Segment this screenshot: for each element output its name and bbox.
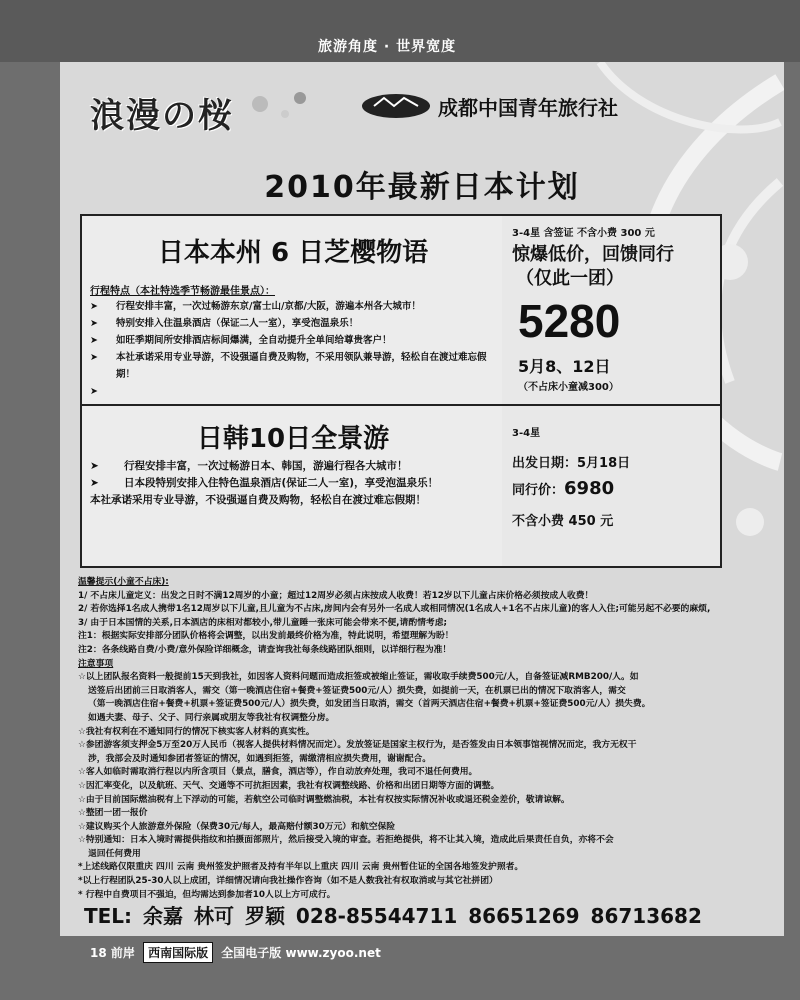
arrow-icon: ➤ — [90, 460, 99, 472]
guide-promise: 本社承诺采用专业导游，不设强逼自费及购物，轻松自在渡过难忘假期！ — [90, 494, 426, 506]
note-line: （第一晚酒店住宿+餐费+机票+签证费500元/人）损失费，如发团当日取消，需交（首两天酒店住宿+餐费+机票+签证费500元/人）损失费。 — [88, 699, 651, 710]
arrow-icon: ➤ — [90, 386, 98, 397]
features-header: 行程特点（本社特选季节畅游最佳景点）： — [90, 286, 275, 297]
list-item: ➤ 特别安排入住温泉酒店（保证二人一室），享受泡温泉乐！ — [90, 315, 494, 332]
edition-brand: 西南国际版 — [143, 942, 213, 963]
agency-name: 成都中国青年旅行社 — [438, 96, 618, 120]
note-line: ☆我社有权利在不通知同行的情况下核实客人材料的真实性。 — [78, 726, 315, 737]
note-line: ☆参团游客须支押金5万至20万人民币（视客人提供材料情况而定）。发放签证是国家主权行为，是否签发由日本领事馆视情况而定，我方无权干 — [78, 740, 637, 751]
national-edition: 全国电子版 — [221, 946, 282, 960]
feature-list — [90, 458, 494, 492]
note-line: 3/ 由于日本国情的关系,日本酒店的床相对都较小,带儿童睡一张床可能会带来不便,请酌情考虑; — [78, 617, 448, 628]
hotel-stars: 3-4星 — [512, 428, 541, 439]
departure-dates: 5月8、12日 — [518, 357, 611, 376]
list-item: ➤ 日本段特别安排入住特色温泉酒店(保证二人一室)，享受泡温泉乐！ — [90, 475, 494, 492]
note-line: 注2：各条线路自费/小费/意外保险详细概念，请查询我社每条线路团队细则，以详细行程为准！ — [78, 644, 452, 655]
peer-price: 同行价：6980 — [512, 478, 615, 499]
tel-label: TEL: — [84, 904, 133, 928]
note-line: 1/ 不占床儿童定义：出发之日时不满12周岁的小童；超过12周岁必须占床按成人收费！若12岁以下儿童占床价格必须按成人收费！ — [78, 590, 594, 601]
list-item: ➤ 行程安排丰富，一次过畅游日本、韩国，游遍行程各大城市！ — [90, 458, 494, 475]
top-banner — [0, 0, 800, 62]
sakura-flower-icon — [240, 84, 320, 124]
tour-japan-korea-panel — [80, 404, 506, 568]
sakura-logo — [90, 82, 320, 136]
phone-numbers[interactable]: 028-85544711 86651269 86713682 — [295, 904, 702, 928]
page-headline: 2010年最新日本计划 — [264, 170, 580, 205]
arrow-icon: ➤ — [90, 335, 98, 346]
tour-honshu-panel — [80, 214, 506, 406]
list-item: ➤ 如旺季期间所安排酒店标间爆满，全自动提升全单间给尊贵客户！ — [90, 332, 494, 349]
tour-title: 日本本州 6 日芝樱物语 — [157, 238, 429, 268]
contact-people: 余嘉 林可 罗颖 — [143, 904, 285, 928]
note-line: 温馨提示(小童不占床): — [78, 577, 169, 587]
price-amount: 5280 — [518, 295, 621, 347]
tip-note: 不含小费 450 元 — [512, 514, 614, 529]
note-line: ☆由于目前国际燃油税有上下浮动的可能，若航空公司临时调整燃油税，本社有权按实际情况补收或退还税金差价，敬请谅解。 — [78, 794, 570, 805]
note-line: ☆特别通知：日本入境时需提供指纹和拍摄面部照片，然后接受入境的审查。若拒绝提供，将不让其入境，造成此后果责任自负，亦将不会 — [78, 835, 614, 846]
note-line: *上述线路仅限重庆 四川 云南 贵州签发护照者及持有半年以上重庆 四川 云南 贵州暂住证的全国各地签发护照者。 — [78, 862, 524, 873]
page-number: 18 — [90, 945, 107, 960]
child-discount-note: （不占床小童减300） — [518, 382, 619, 393]
tour-japan-korea-price — [502, 404, 722, 568]
note-line: 2/ 若你选择1名成人携带1名12周岁以下儿童,且儿童为不占床,房间内会有另外一名成人或相同情况(1名成人+1名不占床儿童)的客人入住;可能另起不必要的麻烦, — [78, 604, 711, 615]
feature-list — [90, 298, 494, 397]
note-line: ☆整团一团一报价 — [78, 808, 148, 819]
edition-word: 前岸 — [110, 946, 135, 960]
note-line: ☆因汇率变化，以及航班、天气、交通等不可抗拒因素，我社有权调整线路、价格和出团日期等方面的调整。 — [78, 780, 500, 791]
note-line: ☆以上团队报名资料一般提前15天到我社，如因客人资料问题而造成拒签或被缩止签证，需收取手续费500元/人，自备签证减RMB200/人。如 — [78, 672, 639, 683]
note-line: * 行程中自费项目不强迫，但均需达到参加者10人以上方可成行。 — [78, 889, 336, 900]
website-link[interactable]: www.zyoo.net — [285, 945, 381, 960]
note-line: 送签后出团前三日取消客人，需交（第一晚酒店住宿+餐费+签证费500元/人）损失费，如提前一天，在机票已出的情况下取消客人，需交 — [88, 685, 626, 696]
note-line: 注1：根据实际安排部分团队价格将会调整，以出发前最终价格为准，特此说明，希望理解为盼！ — [78, 631, 454, 642]
tour-title: 日韩10日全景游 — [196, 424, 390, 454]
magazine-slogan: 旅游角度 · 世界宽度 — [318, 39, 457, 55]
note-line: 涉，我部会及时通知参团者签证的情况，如遇到拒签，需缴清相应损失费用，谢谢配合。 — [88, 753, 432, 764]
arrow-icon: ➤ — [90, 352, 98, 363]
agency-emblem-icon — [360, 92, 432, 122]
note-line: *以上行程团队25-30人以上成团，详细情况请向我社操作咨询（如不是人数我社有权取消或与其它社拼团） — [78, 876, 498, 887]
note-line: 退回任何费用 — [88, 848, 141, 859]
arrow-icon: ➤ — [90, 318, 98, 329]
logo-text: 浪漫の桜 — [90, 96, 234, 136]
arrow-icon: ➤ — [90, 301, 98, 312]
contact-line — [84, 900, 702, 929]
list-item: ➤ 本社承诺采用专业导游，不设强逼自费及购物，不采用领队兼导游，轻松自在渡过难忘假期！ — [90, 349, 494, 383]
price-amount: 6980 — [564, 478, 615, 499]
terms-notes — [78, 576, 768, 902]
list-item: ➤ 行程安排丰富，一次过畅游东京/富士山/京都/大阪，游遍本州各大城市！ — [90, 298, 494, 315]
advertisement-page — [60, 62, 784, 936]
note-line: ☆客人如临时需取消行程以内所含项目（景点，膳食，酒店等），作自动放弃处理，我司不退任何费用。 — [78, 767, 478, 778]
note-line: 如遇夫妻、母子、父子、同行亲属或朋友等我社有权调整分房。 — [88, 712, 335, 723]
price-terms: 3-4星 含签证 不含小费 300 元 — [512, 228, 655, 239]
departure-date: 出发日期：5月18日 — [512, 456, 631, 471]
arrow-icon: ➤ — [90, 477, 99, 489]
note-line: 注意事项 — [78, 658, 114, 669]
tour-honshu-price — [502, 214, 722, 406]
promo-text: 惊爆低价，回馈同行 — [512, 244, 674, 265]
footer-bar — [90, 942, 381, 962]
single-group-note: （仅此一团） — [516, 268, 624, 289]
note-line: ☆建议购买个人旅游意外保险（保费30元/每人，最高赔付额30万元）和航空保险 — [78, 821, 396, 832]
